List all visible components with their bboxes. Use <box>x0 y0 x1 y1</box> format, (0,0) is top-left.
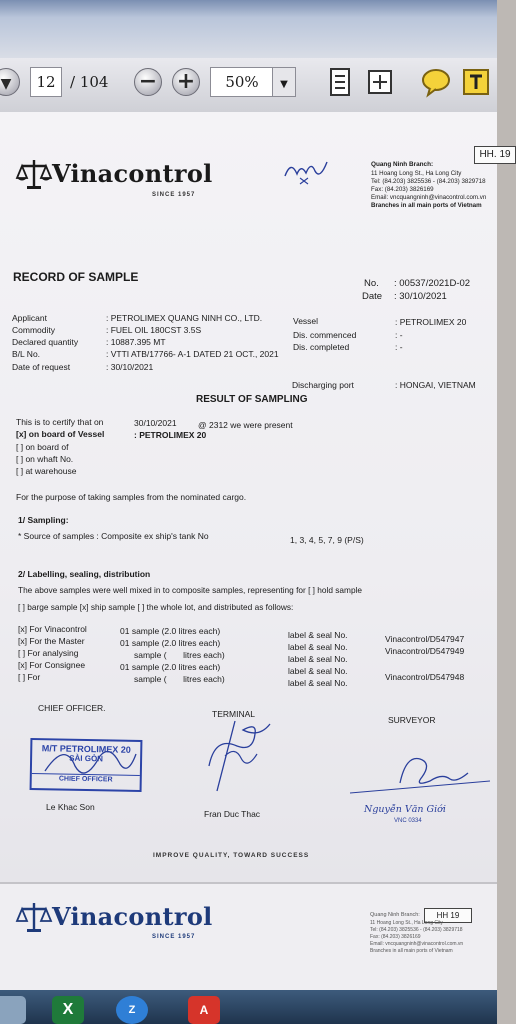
stamp-vessel: M/T PETROLIMEX 20 <box>41 743 131 755</box>
page-total-label: / 104 <box>70 73 109 91</box>
purpose-text: For the purpose of taking samples from the nominated cargo. <box>16 492 247 502</box>
dist-for-4: [ ] For <box>18 672 41 682</box>
surveyor-code: VNC 0334 <box>394 818 422 824</box>
location-whaft: [ ] on whaft No. <box>16 454 74 464</box>
request-date-value: : 30/10/2021 <box>106 362 154 372</box>
stamp-role: CHIEF OFFICER <box>32 773 140 784</box>
dis-completed-value: : - <box>395 342 403 352</box>
next-branch-address: 11 Hoang Long St., Ha Long City <box>370 920 444 926</box>
chief-officer-signature <box>40 736 140 786</box>
certify-date: 30/10/2021 <box>134 418 177 428</box>
dist-for-2: [ ] For analysing <box>18 648 79 658</box>
next-doc-code-box: HH 19 <box>424 908 472 923</box>
plus-icon: + <box>176 69 196 94</box>
applicant-value: : PETROLIMEX QUANG NINH CO., LTD. <box>106 313 263 323</box>
dis-completed-label: Dis. completed <box>293 342 350 352</box>
document-page <box>0 112 511 882</box>
record-date-label: Date <box>362 291 383 302</box>
text-tool-icon[interactable] <box>460 66 492 98</box>
surveyor-name: Nguyễn Văn Giới <box>364 804 446 815</box>
next-document-page <box>0 882 497 992</box>
dist-label-0: label & seal No. <box>288 630 348 640</box>
brand-since: SINCE 1957 <box>152 192 196 198</box>
fit-width-icon[interactable] <box>364 66 396 98</box>
branch-ports: Branches in all main ports of Vietnam <box>371 202 482 209</box>
dist-sample-3: 01 sample (2.0 litres each) <box>120 662 221 672</box>
next-branch-email: Email: vncquangninh@vinacontrol.com.vn <box>370 941 464 947</box>
commodity-label: Commodity <box>12 325 55 335</box>
applicant-label: Applicant <box>12 313 47 323</box>
arrow-down-icon: ▼ <box>0 76 12 92</box>
labelling-section-title: 2/ Labelling, sealing, distribution <box>18 569 151 579</box>
branch-fax: Fax: (84.203) 3826169 <box>371 186 434 193</box>
initial-signature <box>282 156 330 186</box>
minus-icon: − <box>138 69 158 94</box>
certify-time: @ 2312 we were present <box>198 420 293 430</box>
commodity-value: : FUEL OIL 180CST 3.5S <box>106 325 202 335</box>
chief-officer-label: CHIEF OFFICER. <box>38 703 106 713</box>
next-brand-since: SINCE 1957 <box>152 934 196 940</box>
vessel-label: Vessel <box>293 316 319 326</box>
dis-commenced-label: Dis. commenced <box>293 330 357 340</box>
terminal-signature <box>195 716 275 796</box>
labelling-line-1: The above samples were well mixed in to composite samples, representing for [ ] hold sample <box>18 585 363 595</box>
dist-for-0: [x] For Vinacontrol <box>18 624 87 634</box>
fit-page-icon[interactable] <box>324 66 356 98</box>
zoom-out-button[interactable] <box>134 68 162 96</box>
doc-title: RECORD OF SAMPLE <box>13 270 139 284</box>
quantity-value: : 10887.395 MT <box>106 337 166 347</box>
surveyor-label: SURVEYOR <box>388 715 436 725</box>
dist-seal-1: Vinacontrol/D547949 <box>385 646 465 656</box>
certify-text: This is to certify that on <box>16 417 104 427</box>
source-value: 1, 3, 4, 5, 7, 9 (P/S) <box>290 535 364 545</box>
sampling-section-title: 1/ Sampling: <box>18 515 69 525</box>
dist-label-2: label & seal No. <box>288 654 348 664</box>
next-branch-tel: Tel: (84.203) 3825536 - (84.203) 3829718 <box>370 927 463 933</box>
next-branch-ports: Branches in all main ports of Vietnam <box>370 948 453 954</box>
result-heading: RESULT OF SAMPLING <box>196 394 308 405</box>
source-label: * Source of samples : Composite ex ship's tank No <box>18 531 209 541</box>
company-motto: IMPROVE QUALITY, TOWARD SUCCESS <box>153 852 310 859</box>
dist-seal-0: Vinacontrol/D547947 <box>385 634 465 644</box>
bl-no-label: B/L No. <box>12 349 41 359</box>
next-balance-scale-icon <box>16 900 52 934</box>
branch-tel: Tel: (84.203) 3825536 - (84.203) 3829718 <box>371 178 486 185</box>
zoom-in-button[interactable] <box>172 68 200 96</box>
location-vessel-label: [x] on board of Vessel <box>16 429 105 439</box>
labelling-line-2: [ ] barge sample [x] ship sample [ ] the whole lot, and distributed as follows: <box>18 602 294 612</box>
record-date-value: : 30/10/2021 <box>394 291 447 302</box>
terminal-label: TERMINAL <box>212 709 255 719</box>
bl-no-value: : VTTI ATB/17766- A-1 DATED 21 OCT., 2021 <box>106 349 279 359</box>
comment-icon[interactable] <box>420 66 452 98</box>
chief-officer-name: Le Khac Son <box>46 802 95 812</box>
zoom-level-select[interactable]: 50% <box>210 67 274 97</box>
next-branch-fax: Fax: (84.203) 3826169 <box>370 934 421 940</box>
excel-icon[interactable]: X <box>52 996 84 1024</box>
dist-sample-4: sample ( litres each) <box>134 674 225 684</box>
location-vessel-value: : PETROLIMEX 20 <box>134 430 207 440</box>
vinacontrol-logo <box>16 157 213 191</box>
dist-for-3: [x] For Consignee <box>18 660 86 670</box>
acrobat-icon[interactable]: A <box>188 996 220 1024</box>
dist-sample-1: 01 sample (2.0 litres each) <box>120 638 221 648</box>
branch-email: Email: vncquangninh@vinacontrol.com.vn <box>371 194 487 201</box>
vessel-value: : PETROLIMEX 20 <box>395 317 467 327</box>
window-top-strip <box>0 0 497 58</box>
port-value: : HONGAI, VIETNAM <box>395 380 476 390</box>
dist-sample-2: sample ( litres each) <box>134 650 225 660</box>
branch-name: Quang Ninh Branch: <box>371 161 434 168</box>
quantity-label: Declared quantity <box>12 337 79 347</box>
dist-label-4: label & seal No. <box>288 678 348 688</box>
record-no-value: : 00537/2021D-02 <box>394 278 471 289</box>
location-onboard: [ ] on board of <box>16 442 69 452</box>
zalo-icon[interactable]: Z <box>116 996 148 1024</box>
taskbar-app-button[interactable] <box>0 996 26 1024</box>
next-brand-name: Vinacontrol <box>52 902 213 931</box>
location-warehouse: [ ] at warehouse <box>16 466 77 476</box>
next-branch-name: Quang Ninh Branch: <box>370 912 420 918</box>
chevron-down-icon: ▼ <box>280 79 288 90</box>
record-no-label: No. <box>364 278 379 289</box>
dist-label-1: label & seal No. <box>288 642 348 652</box>
brand-name: Vinacontrol <box>52 159 213 188</box>
request-date-label: Date of request <box>12 362 71 372</box>
dist-sample-0: 01 sample (2.0 litres each) <box>120 626 221 636</box>
dist-label-3: label & seal No. <box>288 666 348 676</box>
dis-commenced-value: : - <box>395 330 403 340</box>
balance-scale-icon <box>16 157 52 191</box>
terminal-name: Fran Duc Thac <box>204 809 261 819</box>
dist-seal-4: Vinacontrol/D547948 <box>385 672 465 682</box>
zoom-dropdown-button[interactable] <box>272 67 296 97</box>
stamp-city: SÀI GÒN <box>69 753 104 764</box>
surveyor-signature <box>350 747 490 797</box>
page-number-input[interactable]: 12 <box>30 67 62 97</box>
next-vinacontrol-logo <box>16 900 213 934</box>
port-label: Discharging port <box>292 380 354 390</box>
dist-for-1: [x] For the Master <box>18 636 85 646</box>
doc-code-box: HH. 19 <box>474 146 516 164</box>
branch-address: 11 Hoang Long St., Ha Long City <box>371 170 462 177</box>
